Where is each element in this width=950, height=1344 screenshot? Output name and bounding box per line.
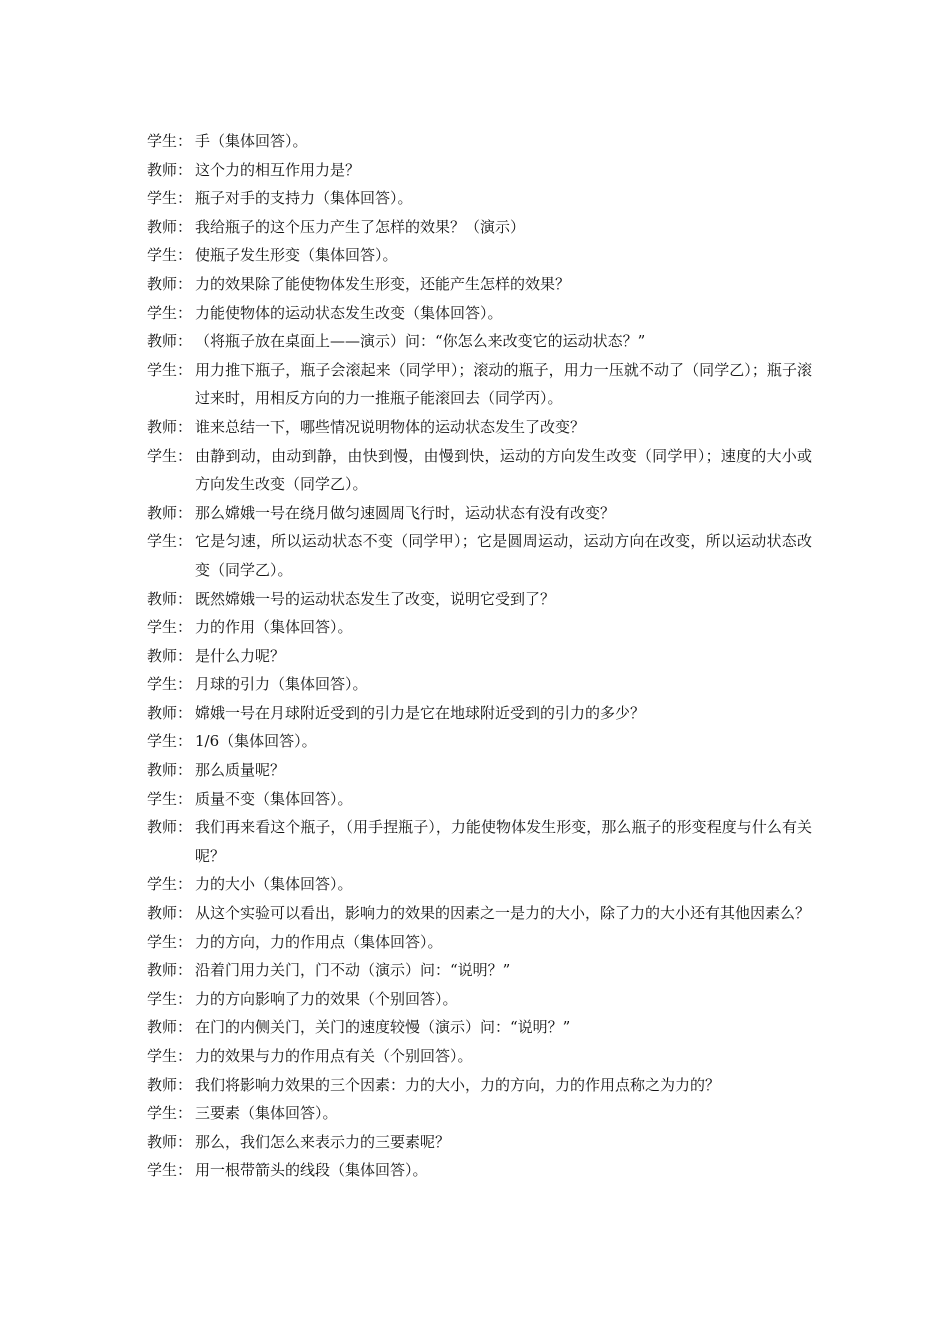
speaker-label: 学生： — [147, 1161, 193, 1180]
dialogue-text: （将瓶子放在桌面上——演示）问：“你怎么来改变它的运动状态？” — [195, 332, 646, 351]
speaker-label: 教师： — [147, 417, 193, 436]
dialogue-text: 力的效果与力的作用点有关（个别回答）。 — [195, 1047, 473, 1065]
document-page — [147, 127, 812, 1185]
speaker-label: 学生： — [147, 360, 193, 379]
dialogue-text: 在门的内侧关门，关门的速度较慢（演示）问：“说明？” — [195, 1018, 571, 1037]
dialogue-line — [147, 184, 812, 213]
speaker-label: 教师： — [147, 589, 193, 608]
speaker-label: 教师： — [147, 904, 193, 923]
dialogue-text: 我给瓶子的这个压力产生了怎样的效果？（演示） — [195, 217, 526, 236]
speaker-label: 教师： — [147, 217, 193, 236]
dialogue-line — [147, 1013, 812, 1042]
speaker-label: 学生： — [147, 303, 193, 322]
dialogue-line — [147, 527, 812, 584]
dialogue-text: 是什么力呢？ — [195, 646, 286, 665]
dialogue-text: 沿着门用力关门，门不动（演示）问：“说明？” — [195, 961, 511, 980]
speaker-label: 教师： — [147, 961, 193, 980]
speaker-label: 教师： — [147, 761, 193, 780]
dialogue-line — [147, 670, 812, 699]
dialogue-line — [147, 813, 812, 870]
dialogue-text: 我们将影响力效果的三个因素：力的大小，力的方向，力的作用点称之为力的？ — [195, 1075, 721, 1094]
dialogue-text: 我们再来看这个瓶子，（用手捏瓶子），力能使物体发生形变，那么瓶子的形变程度与什么有关呢？ — [195, 818, 812, 865]
dialogue-line — [147, 299, 812, 328]
dialogue-line — [147, 327, 812, 356]
speaker-label: 学生： — [147, 132, 193, 150]
dialogue-line — [147, 241, 812, 270]
dialogue-text: 嫦娥一号在月球附近受到的引力是它在地球附近受到的引力的多少？ — [195, 703, 646, 722]
speaker-label: 学生： — [147, 989, 193, 1008]
dialogue-line — [147, 956, 812, 985]
dialogue-text: 那么，我们怎么来表示力的三要素呢？ — [195, 1132, 451, 1151]
speaker-label: 教师： — [147, 1132, 193, 1151]
speaker-label: 学生： — [147, 1104, 193, 1123]
dialogue-text: 月球的引力（集体回答）。 — [195, 675, 368, 694]
dialogue-text: 谁来总结一下，哪些情况说明物体的运动状态发生了改变？ — [195, 417, 586, 436]
dialogue-text: 既然嫦娥一号的运动状态发生了改变，说明它受到了？ — [195, 589, 556, 608]
dialogue-text: 手（集体回答）。 — [195, 132, 308, 150]
speaker-label: 学生： — [147, 532, 193, 551]
dialogue-text: 那么嫦娥一号在绕月做匀速圆周飞行时，运动状态有没有改变？ — [195, 503, 616, 522]
speaker-label: 学生： — [147, 732, 193, 751]
dialogue-text: 力的作用（集体回答）。 — [195, 618, 353, 637]
dialogue-text: 三要素（集体回答）。 — [195, 1104, 338, 1123]
speaker-label: 学生： — [147, 446, 193, 465]
dialogue-text: 它是匀速，所以运动状态不变（同学甲）；它是圆周运动，运动方向在改变，所以运动状态改变（同学乙）。 — [195, 532, 812, 579]
dialogue-line — [147, 356, 812, 413]
dialogue-text: 从这个实验可以看出，影响力的效果的因素之一是力的大小，除了力的大小还有其他因素么？ — [195, 904, 811, 923]
dialogue-line — [147, 413, 812, 442]
dialogue-line — [147, 1071, 812, 1100]
speaker-label: 学生： — [147, 875, 193, 894]
dialogue-line — [147, 1099, 812, 1128]
dialogue-line — [147, 899, 812, 928]
speaker-label: 教师： — [147, 1075, 193, 1094]
speaker-label: 教师： — [147, 274, 193, 293]
dialogue-line — [147, 1042, 812, 1071]
dialogue-text: 使瓶子发生形变（集体回答）。 — [195, 246, 398, 265]
dialogue-line — [147, 642, 812, 671]
dialogue-text: 这个力的相互作用力是？ — [195, 160, 361, 179]
dialogue-text: 力的方向影响了力的效果（个别回答）。 — [195, 989, 458, 1008]
dialogue-line — [147, 613, 812, 642]
dialogue-text: 力的方向，力的作用点（集体回答）。 — [195, 932, 443, 951]
dialogue-line — [147, 756, 812, 785]
speaker-label: 学生： — [147, 618, 193, 637]
speaker-label: 教师： — [147, 503, 193, 522]
speaker-label: 学生： — [147, 675, 193, 694]
speaker-label: 学生： — [147, 932, 193, 951]
speaker-label: 教师： — [147, 646, 193, 665]
dialogue-text: 力的效果除了能使物体发生形变，还能产生怎样的效果？ — [195, 274, 571, 293]
dialogue-line — [147, 727, 812, 756]
dialogue-line — [147, 156, 812, 185]
dialogue-text: 1/6（集体回答）。 — [195, 732, 317, 751]
dialogue-text: 用一根带箭头的线段（集体回答）。 — [195, 1161, 428, 1180]
speaker-label: 学生： — [147, 189, 193, 208]
speaker-label: 教师： — [147, 818, 193, 837]
dialogue-text: 力能使物体的运动状态发生改变（集体回答）。 — [195, 303, 503, 322]
dialogue-line — [147, 785, 812, 814]
speaker-label: 学生： — [147, 789, 193, 808]
speaker-label: 教师： — [147, 703, 193, 722]
dialogue-text: 质量不变（集体回答）。 — [195, 789, 353, 808]
dialogue-text: 那么质量呢？ — [195, 761, 286, 780]
dialogue-line — [147, 270, 812, 299]
dialogue-line — [147, 1128, 812, 1157]
dialogue-text: 用力推下瓶子，瓶子会滚起来（同学甲）；滚动的瓶子，用力一压就不动了（同学乙）；瓶子滚过来时，用相反方向的力一推瓶子能滚回去（同学丙）。 — [195, 360, 812, 408]
speaker-label: 学生： — [147, 246, 193, 265]
dialogue-line — [147, 1156, 812, 1185]
speaker-label: 教师： — [147, 160, 193, 179]
dialogue-text: 力的大小（集体回答）。 — [195, 875, 353, 894]
speaker-label: 教师： — [147, 332, 193, 351]
dialogue-line — [147, 499, 812, 528]
speaker-label: 教师： — [147, 1018, 193, 1037]
dialogue-line — [147, 585, 812, 614]
dialogue-line — [147, 442, 812, 499]
speaker-label: 学生： — [147, 1047, 193, 1065]
dialogue-line — [147, 699, 812, 728]
dialogue-line — [147, 928, 812, 957]
dialogue-line — [147, 213, 812, 242]
dialogue-text: 瓶子对手的支持力（集体回答）。 — [195, 189, 413, 208]
dialogue-line — [147, 870, 812, 899]
dialogue-line — [147, 985, 812, 1014]
dialogue-text: 由静到动，由动到静，由快到慢，由慢到快，运动的方向发生改变（同学甲）；速度的大小或方向发生改变（同学乙）。 — [195, 446, 812, 494]
dialogue-line — [147, 127, 812, 156]
